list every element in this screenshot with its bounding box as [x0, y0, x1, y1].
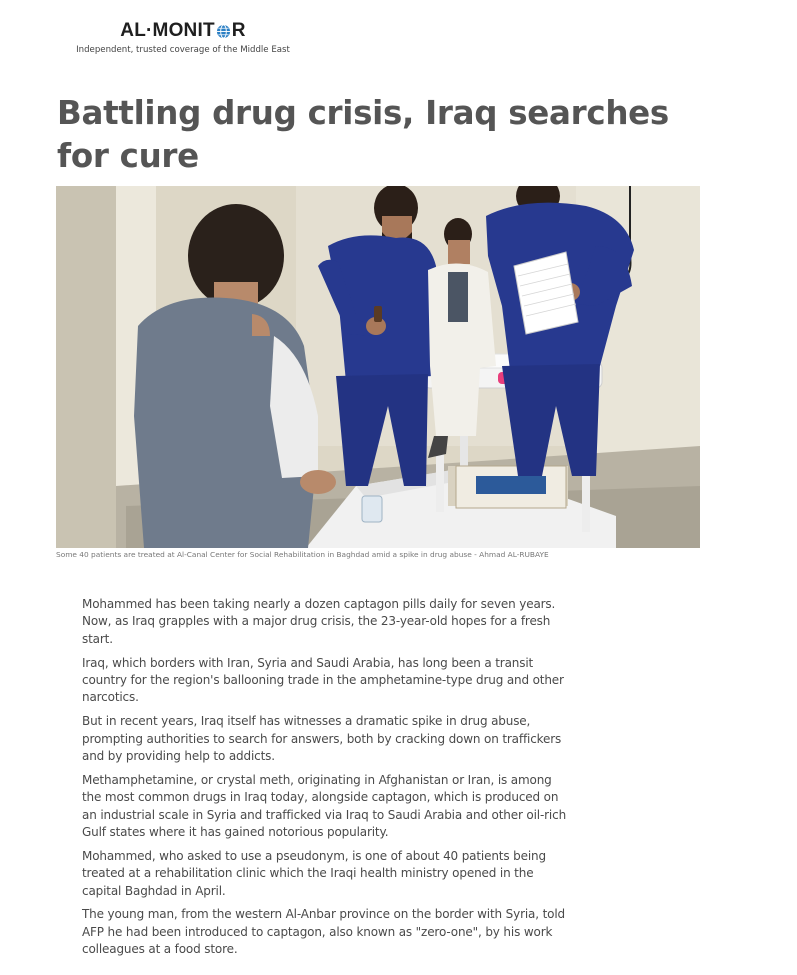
article-paragraph: Methamphetamine, or crystal meth, originating in Afghanistan or Iran, is among the most common drugs in Iraq today, alongside captagon, which is produced on an industrial scale in Syria and trafficked via Iraq to Saudi Arabia and other oil-rich Gulf states where it has gained notorious popularity. — [82, 772, 567, 840]
article-paragraph: Iraq, which borders with Iran, Syria and Saudi Arabia, has long been a transit country for the region's ballooning trade in the amphetamine-type drug and other narcotics. — [82, 655, 564, 705]
article-paragraph: The young man, from the western Al-Anbar province on the border with Syria, told AFP he had been introduced to captagon, also known as "zero-one", by his work colleagues at a food store. — [82, 907, 565, 957]
globe-icon — [216, 24, 231, 39]
logo-text-left: AL·MONIT — [120, 20, 215, 41]
article-paragraph: But in recent years, Iraq itself has witnesses a dramatic spike in drug abuse, prompting authorities to search for answers, both by cracking down on traffickers and by providing help to addicts. — [82, 714, 562, 764]
image-caption: Some 40 patients are treated at Al-Canal Center for Social Rehabilitation in Baghdad amid a spike in drug abuse - Ahmad AL-RUBAYE — [56, 550, 549, 559]
site-header — [73, 20, 293, 55]
article-paragraph: Mohammed has been taking nearly a dozen captagon pills daily for seven years. Now, as Iraq grapples with a major drug crisis, the 23-year-old hopes for a fresh start. — [82, 597, 556, 646]
article-headline: Battling drug crisis, Iraq searches for cure — [57, 94, 669, 175]
logo-text-right: R — [231, 20, 246, 41]
site-logo[interactable] — [120, 20, 245, 42]
article-body — [82, 596, 572, 965]
article-image — [56, 186, 700, 548]
site-tagline: Independent, trusted coverage of the Middle East — [76, 45, 290, 55]
article-paragraph: Mohammed, who asked to use a pseudonym, is one of about 40 patients being treated at a rehabilitation clinic which the Iraqi health ministry opened in the capital Baghdad in April. — [82, 848, 546, 898]
clinic-photo-illustration — [56, 186, 700, 548]
